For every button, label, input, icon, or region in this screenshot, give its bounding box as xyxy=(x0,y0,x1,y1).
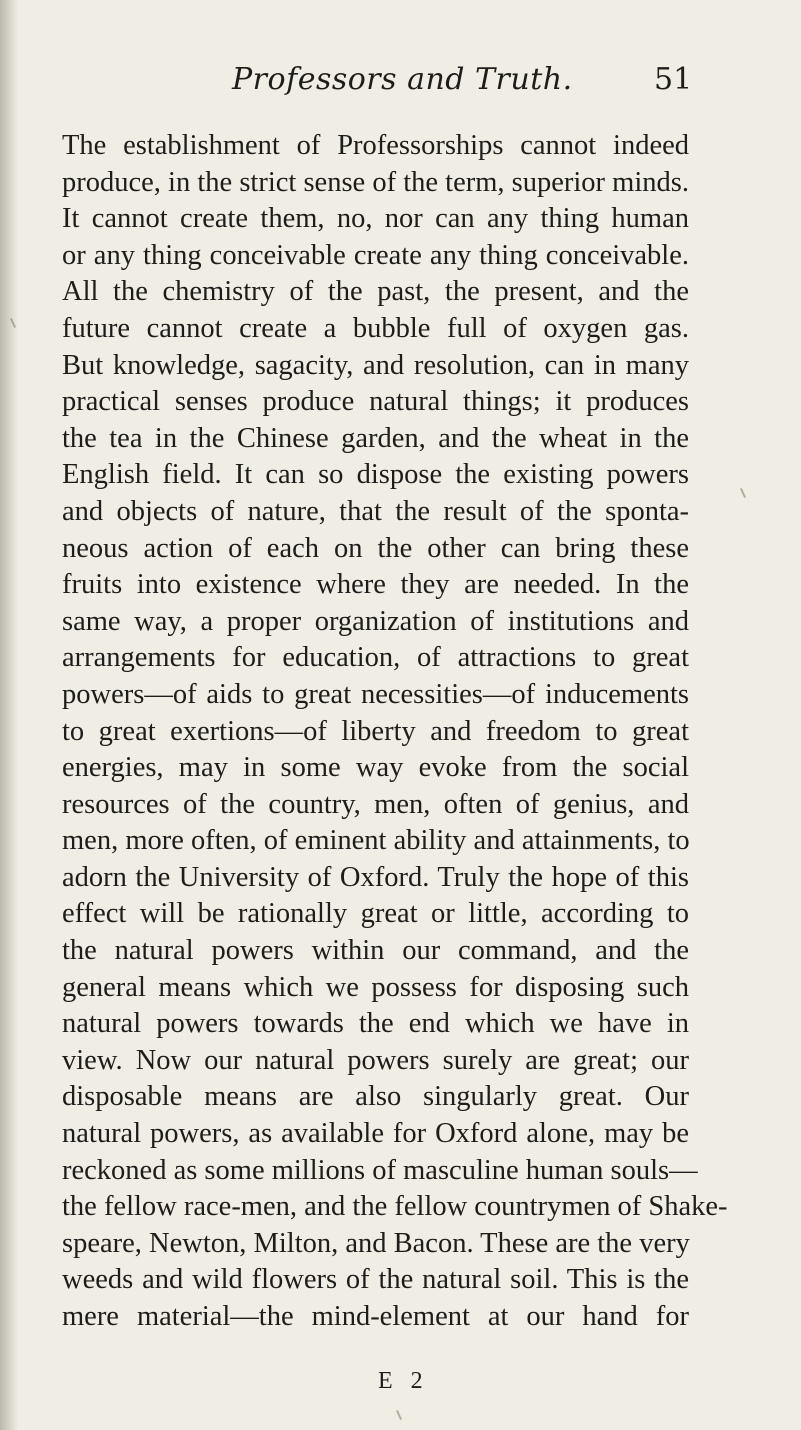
text-line: natural powers, as available for Oxford alone, may be xyxy=(62,1118,689,1150)
text-line: or any thing conceivable create any thing conceivable. xyxy=(62,239,689,271)
paper-speck xyxy=(740,488,746,498)
page-header xyxy=(0,62,801,102)
text-line: neous action of each on the other can bring these xyxy=(62,532,689,564)
text-line: energies, may in some way evoke from the social xyxy=(62,752,689,784)
text-line: the natural powers within our command, and the xyxy=(62,935,689,967)
text-line: adorn the University of Oxford. Truly the hope of this xyxy=(62,861,689,893)
body-text xyxy=(62,128,728,1336)
text-line: weeds and wild flowers of the natural soil. This is the xyxy=(62,1264,689,1296)
text-line: But knowledge, sagacity, and resolution, can in many xyxy=(62,349,689,381)
text-line: arrangements for education, of attractions to great xyxy=(62,642,689,674)
spine-shadow xyxy=(0,0,18,1430)
text-line: powers—of aids to great necessities—of inducements xyxy=(62,678,689,710)
text-line: disposable means are also singularly great. Our xyxy=(62,1081,689,1113)
text-line: same way, a proper organization of institutions and xyxy=(62,605,689,637)
text-line: general means which we possess for disposing such xyxy=(62,971,689,1003)
text-line: effect will be rationally great or little, according to xyxy=(62,898,689,930)
text-line: resources of the country, men, often of genius, and xyxy=(62,788,689,820)
text-line: English field. It can so dispose the existing powers xyxy=(62,459,689,491)
text-line: speare, Newton, Milton, and Bacon. These are the very xyxy=(62,1227,690,1259)
text-line: view. Now our natural powers surely are great; our xyxy=(62,1044,689,1076)
text-line: The establishment of Professorships cannot indeed xyxy=(62,130,689,161)
text-line: the fellow race-men, and the fellow countrymen of Shake- xyxy=(62,1191,728,1223)
text-line: mere material—the mind-element at our hand for xyxy=(62,1301,689,1332)
paper-speck xyxy=(396,1410,402,1420)
page-number: 51 xyxy=(654,62,693,97)
text-line: fruits into existence where they are needed. In the xyxy=(62,569,689,601)
text-line: reckoned as some millions of masculine human souls— xyxy=(62,1154,698,1186)
running-title: Professors and Truth. xyxy=(232,62,573,97)
text-line: and objects of nature, that the result of the sponta- xyxy=(62,495,689,527)
text-line: future cannot create a bubble full of oxygen gas. xyxy=(62,312,689,344)
text-line: men, more often, of eminent ability and attainments, to xyxy=(62,825,690,857)
text-line: to great exertions—of liberty and freedom to great xyxy=(62,715,689,747)
text-line: It cannot create them, no, nor can any thing human xyxy=(62,203,689,235)
text-line: natural powers towards the end which we have in xyxy=(62,1008,689,1040)
text-line: practical senses produce natural things; it produces xyxy=(62,386,689,418)
text-line: All the chemistry of the past, the present, and the xyxy=(62,276,689,308)
signature-mark: E 2 xyxy=(378,1368,429,1394)
text-line: the tea in the Chinese garden, and the wheat in the xyxy=(62,422,689,454)
text-line: produce, in the strict sense of the term, superior minds. xyxy=(62,166,689,198)
